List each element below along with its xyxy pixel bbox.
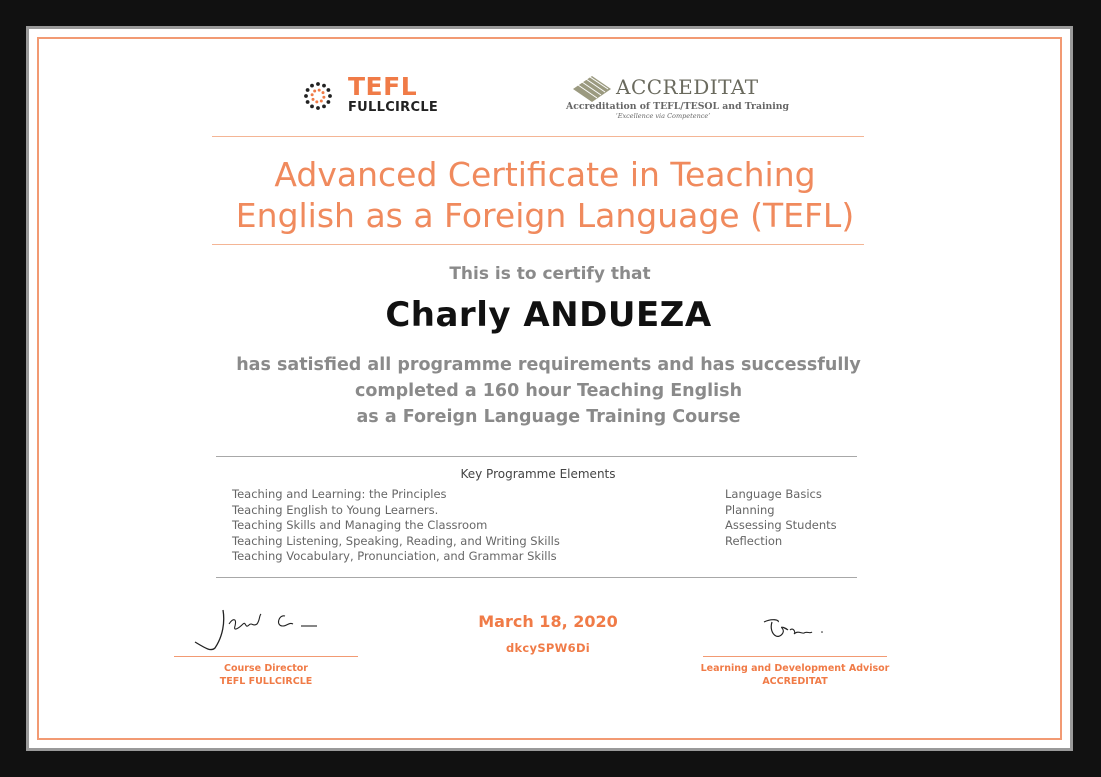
logo-dot — [304, 94, 308, 98]
tefl-logo-word: TEFL — [348, 72, 418, 101]
logo-dot — [310, 104, 314, 108]
logo-dot — [313, 90, 316, 93]
programme-heading: Key Programme Elements — [460, 467, 616, 481]
title-top-rule — [212, 136, 864, 137]
list-item: Language Basics — [725, 487, 822, 501]
logo-dot — [310, 84, 314, 88]
course-director-signature — [185, 604, 335, 654]
list-item: Teaching Skills and Managing the Classroom — [232, 518, 488, 532]
logo-dot — [328, 94, 332, 98]
statement-line: completed a 160 hour Teaching English — [354, 381, 743, 401]
advisor-label — [700, 662, 890, 688]
course-director-label — [170, 662, 362, 688]
logo-dot — [320, 100, 323, 103]
logo-dot — [322, 84, 326, 88]
logo-dot — [306, 88, 310, 92]
logo-dot — [306, 100, 310, 104]
logo-dot — [326, 100, 330, 104]
programme-top-rule — [216, 456, 857, 457]
signatory-org: ACCREDITAT — [762, 676, 828, 687]
accreditat-emblem-icon — [572, 75, 612, 103]
logo-dot — [322, 91, 325, 94]
signatory-role: Course Director — [223, 663, 308, 674]
signatory-role: Learning and Development Advisor — [700, 663, 890, 674]
tefl-fullcircle-logo — [296, 74, 456, 118]
certificate-title-line2: English as a Foreign Language (TEFL) — [235, 196, 855, 235]
certificate-code: dkcySPW6Di — [505, 641, 591, 655]
certificate-title-line1: Advanced Certificate in Teaching — [274, 155, 816, 194]
list-item: Assessing Students — [725, 518, 837, 532]
logo-dot — [322, 96, 325, 99]
list-item: Teaching Vocabulary, Pronunciation, and Grammar Skills — [232, 549, 557, 563]
logo-dot — [318, 89, 321, 92]
accreditat-logo — [564, 75, 790, 125]
certificate-title — [195, 154, 895, 236]
logo-dot — [312, 98, 315, 101]
list-item: Planning — [725, 502, 775, 517]
circle-dots-icon — [296, 74, 342, 118]
list-item: Teaching and Learning: the Principles — [232, 487, 447, 501]
list-item: Teaching English to Young Learners. — [232, 502, 439, 517]
logo-dot — [315, 100, 318, 103]
accreditat-logo-word: ACCREDITAT — [616, 75, 759, 99]
accreditat-tagline: Accreditation of TEFL/TESOL and Training — [566, 101, 790, 112]
title-bottom-rule — [212, 244, 864, 245]
accreditat-motto: ‘Excellence via Competence’ — [615, 112, 711, 120]
statement-line: as a Foreign Language Training Course — [356, 407, 741, 427]
statement-line: has satisfied all programme requirements and has successfully — [236, 355, 861, 375]
logo-dot — [322, 104, 326, 108]
logo-dot — [316, 106, 320, 110]
completion-statement — [200, 352, 897, 430]
advisor-signature — [758, 616, 848, 646]
list-item: Reflection — [725, 533, 783, 548]
programme-list-left — [232, 487, 652, 565]
logo-dot — [326, 88, 330, 92]
right-signature-line — [703, 656, 887, 657]
list-item: Teaching Listening, Speaking, Reading, and Writing Skills — [232, 533, 560, 548]
logo-dot — [311, 93, 314, 96]
recipient-name: Charly ANDUEZA — [385, 295, 712, 335]
tefl-logo-subword: FULLCIRCLE — [348, 100, 439, 115]
logo-dot — [316, 82, 320, 86]
left-signature-line — [174, 656, 358, 657]
signatory-org: TEFL FULLCIRCLE — [219, 676, 313, 687]
issue-date: March 18, 2020 — [478, 612, 618, 631]
programme-list-right — [725, 487, 875, 549]
programme-bottom-rule — [216, 577, 857, 578]
certify-statement: This is to certify that — [449, 264, 651, 284]
